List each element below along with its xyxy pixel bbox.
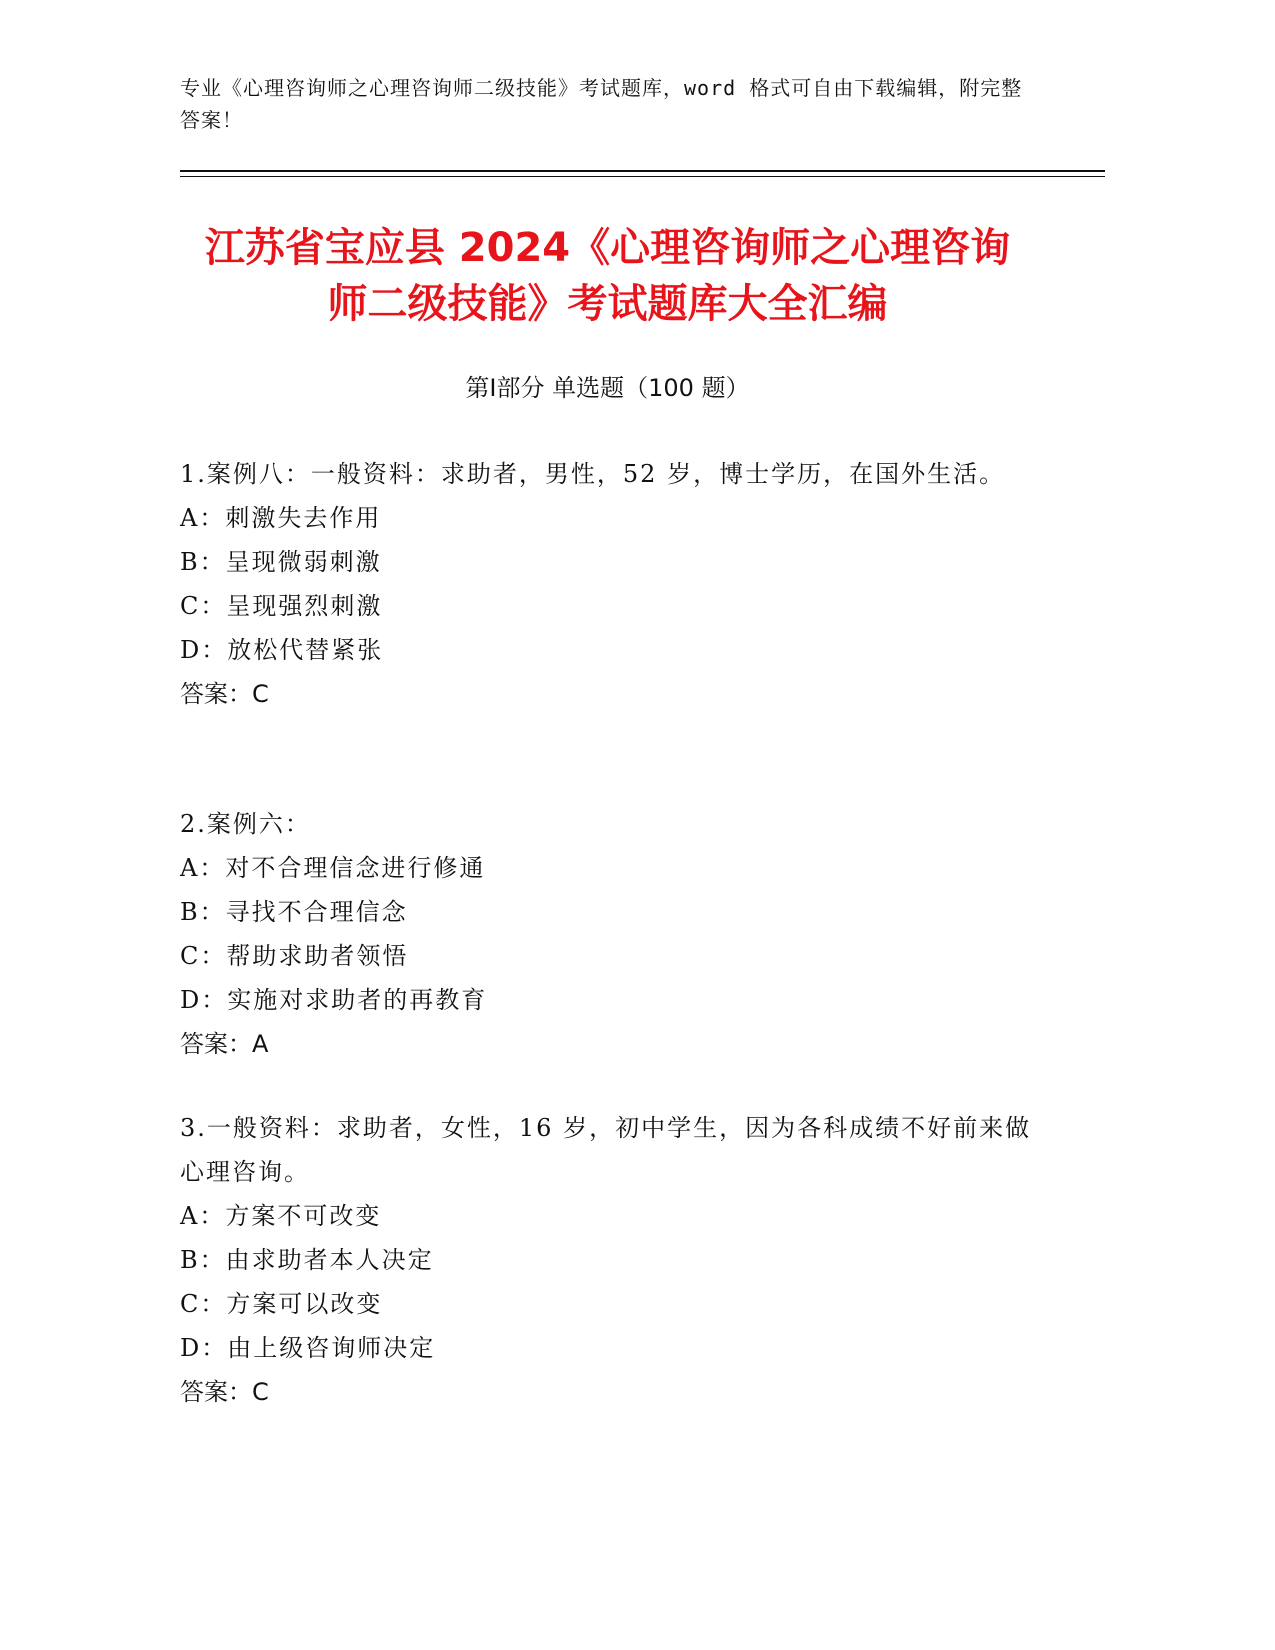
option-a: A：刺激失去作用 — [180, 504, 382, 532]
option-c: C：呈现强烈刺激 — [180, 592, 383, 620]
header-divider-thin — [180, 176, 1105, 177]
option-d: D：由上级咨询师决定 — [180, 1334, 436, 1362]
answer: 答案：A — [180, 1030, 269, 1058]
answer: 答案：C — [180, 1378, 269, 1406]
question-1 — [180, 452, 1040, 716]
option-a: A：方案不可改变 — [180, 1202, 382, 1230]
question-stem: 3.一般资料：求助者，女性，16 岁，初中学生，因为各科成绩不好前来做心理咨询。 — [180, 1114, 1032, 1186]
option-b: B：寻找不合理信念 — [180, 898, 408, 926]
option-a: A：对不合理信念进行修通 — [180, 854, 486, 882]
option-d: D：放松代替紧张 — [180, 636, 384, 664]
option-b: B：呈现微弱刺激 — [180, 548, 382, 576]
answer: 答案：C — [180, 680, 269, 708]
option-d: D：实施对求助者的再教育 — [180, 986, 488, 1014]
question-3 — [180, 1106, 1040, 1414]
document-title-line-2: 师二级技能》考试题库大全汇编 — [327, 281, 888, 327]
option-c: C：方案可以改变 — [180, 1290, 383, 1318]
document-title — [160, 220, 1055, 332]
question-stem: 1.案例八：一般资料：求助者，男性，52 岁，博士学历，在国外生活。 — [180, 460, 1006, 488]
header-note: 专业《心理咨询师之心理咨询师二级技能》考试题库，word 格式可自由下载编辑，附完整答案！ — [180, 76, 1023, 132]
option-b: B：由求助者本人决定 — [180, 1246, 434, 1274]
header-divider-thick — [180, 170, 1105, 172]
question-2 — [180, 802, 1040, 1066]
document-title-line-1: 江苏省宝应县 2024《心理咨询师之心理咨询 — [204, 225, 1011, 271]
question-stem: 2.案例六： — [180, 810, 311, 838]
option-c: C：帮助求助者领悟 — [180, 942, 409, 970]
section-heading: 第Ⅰ部分 单选题（100 题） — [465, 374, 750, 402]
